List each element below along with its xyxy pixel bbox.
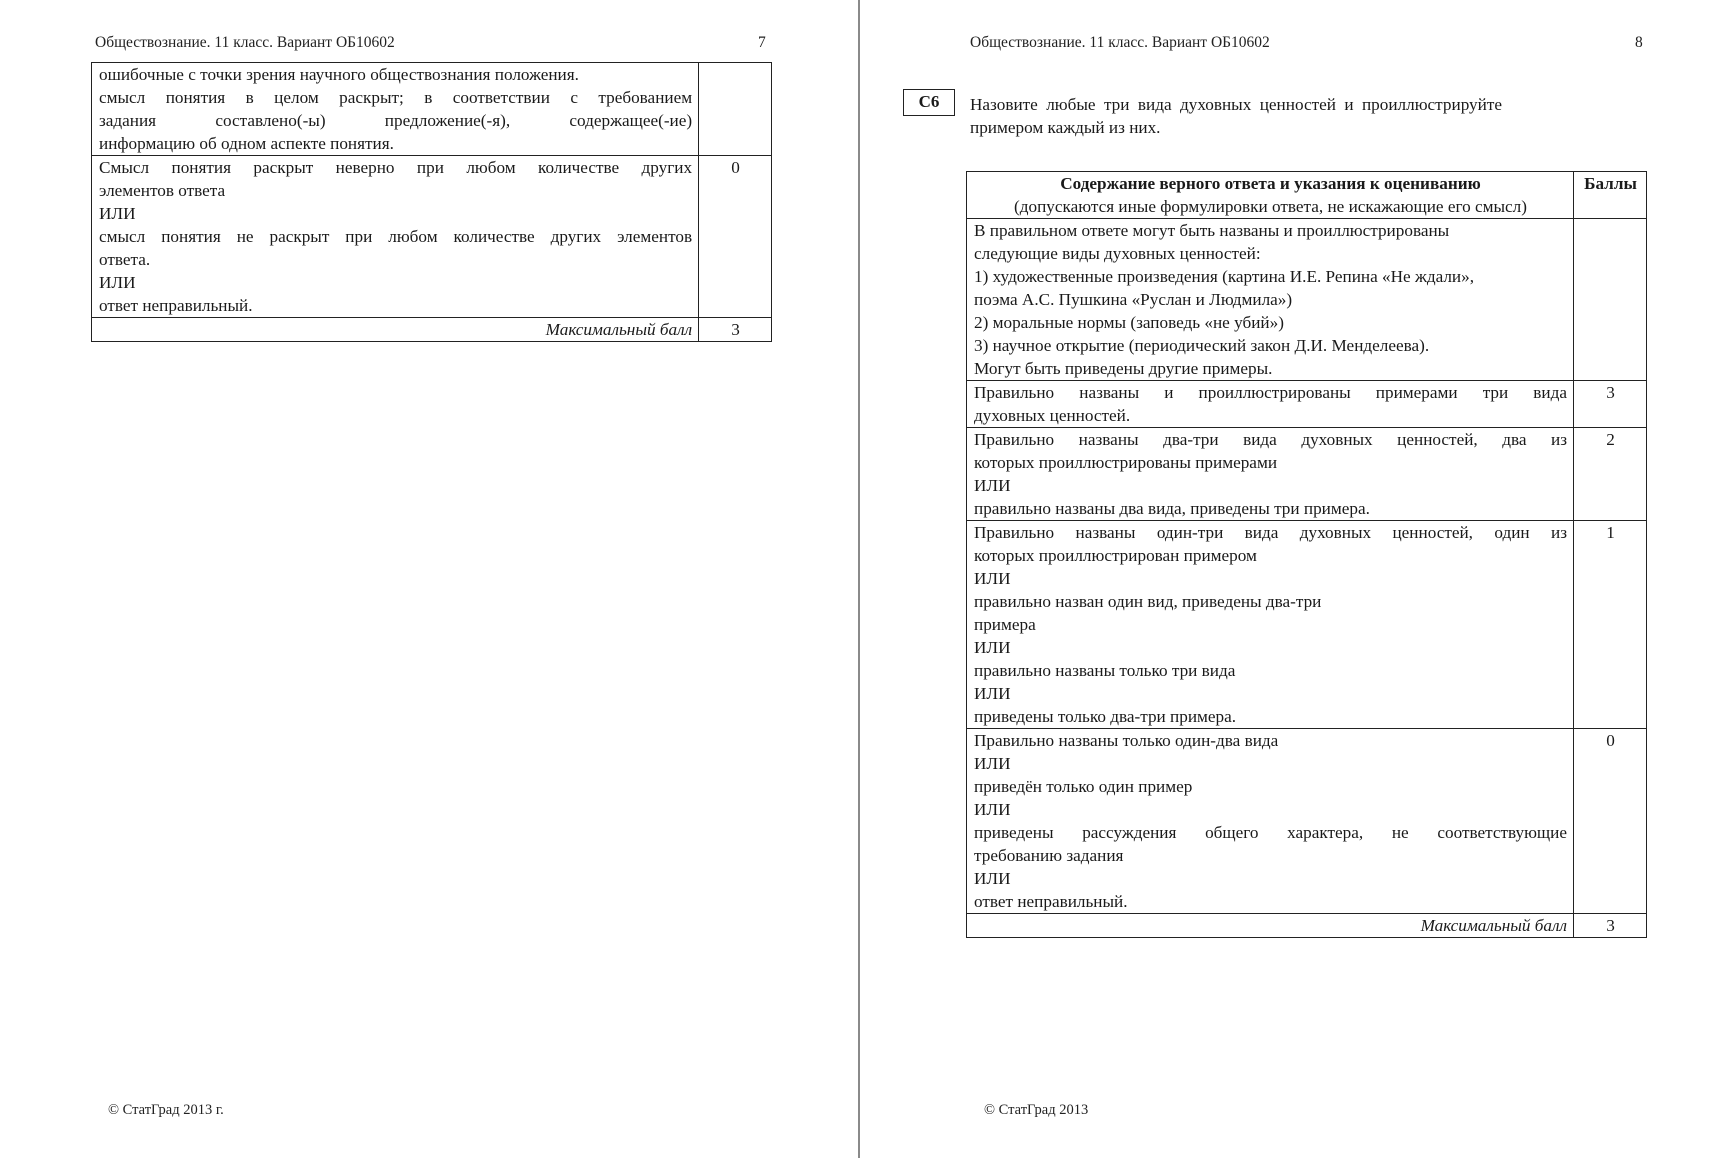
table-row: [92, 156, 772, 318]
text-line: духовных ценностей.: [974, 406, 1131, 425]
text-line: ИЛИ: [974, 800, 1011, 819]
right-page: [860, 0, 1716, 1158]
text-line: ИЛИ: [974, 569, 1011, 588]
task-text: Назовите любые три вида духовных ценностей и проиллюстрируйте примером каждый из них.: [970, 95, 1502, 137]
table-row: [967, 381, 1647, 428]
content-header-subtitle: (допускаются иные формулировки ответа, не искажающие его смысл): [1014, 197, 1527, 216]
text-line: задания составлено(-ы) предложение(-я), содержащее(-ие): [99, 111, 693, 130]
text-line: поэма А.С. Пушкина «Руслан и Людмила»): [974, 290, 1293, 309]
text-line: Смысл понятия раскрыт неверно при любом количестве других: [99, 158, 693, 177]
text-line: В правильном ответе могут быть названы и проиллюстрированы: [974, 221, 1450, 240]
text-line: правильно названы два вида, приведены три примера.: [974, 499, 1370, 518]
text-line: ИЛИ: [974, 684, 1011, 703]
max-score-value: 3: [699, 318, 772, 342]
text-line: которых проиллюстрирован примером: [974, 546, 1257, 565]
text-line: ответа.: [99, 250, 151, 269]
criteria-cell: [967, 428, 1574, 521]
table-row: [92, 63, 772, 156]
text-line: Правильно названы только один-два вида: [974, 731, 1279, 750]
text-line: которых проиллюстрированы примерами: [974, 453, 1278, 472]
max-score-row: [967, 914, 1647, 938]
table-header-row: [967, 172, 1647, 219]
max-score-label: Максимальный балл: [92, 318, 699, 342]
table-row: [967, 729, 1647, 914]
max-score-label: Максимальный балл: [967, 914, 1574, 938]
text-line: ответ неправильный.: [99, 296, 253, 315]
criteria-cell: [967, 381, 1574, 428]
text-line: ошибочные с точки зрения научного обществознания положения.: [99, 65, 579, 84]
max-score-row: [92, 318, 772, 342]
text-line: Правильно названы один-три вида духовных ценностей, один из: [974, 523, 1567, 542]
text-line: приведены рассуждения общего характера, не соответствующие: [974, 823, 1567, 842]
text-line: 1) художественные произведения (картина И.Е. Репина «Не ждали»,: [974, 267, 1475, 286]
score-cell: 2: [1574, 428, 1647, 521]
score-cell: [699, 63, 772, 156]
table-row: [967, 428, 1647, 521]
text-line: приведены только два-три примера.: [974, 707, 1237, 726]
page-header: Обществознание. 11 класс. Вариант ОБ10602: [970, 34, 1270, 51]
criteria-cell: [967, 521, 1574, 729]
task-label: С6: [903, 89, 955, 116]
text-line: информацию об одном аспекте понятия.: [99, 134, 394, 153]
criteria-cell: [92, 156, 699, 318]
score-cell: 3: [1574, 381, 1647, 428]
criteria-cell: [92, 63, 699, 156]
text-line: ответ неправильный.: [974, 892, 1128, 911]
text-line: Правильно названы и проиллюстрированы примерами три вида: [974, 383, 1567, 402]
criteria-cell: [967, 729, 1574, 914]
text-line: правильно названы только три вида: [974, 661, 1236, 680]
page-footer: © СтатГрад 2013 г.: [108, 1102, 224, 1118]
page-number: 7: [758, 34, 766, 51]
text-line: ИЛИ: [974, 476, 1011, 495]
text-line: следующие виды духовных ценностей:: [974, 244, 1261, 263]
content-header: [967, 172, 1574, 219]
grading-table: [966, 171, 1647, 938]
grading-table-continued: [91, 62, 772, 342]
text-line: элементов ответа: [99, 181, 226, 200]
page-header: Обществознание. 11 класс. Вариант ОБ10602: [95, 34, 395, 51]
page-number: 8: [1635, 34, 1643, 51]
text-line: Правильно названы два-три вида духовных ценностей, два из: [974, 430, 1567, 449]
text-line: ИЛИ: [99, 204, 136, 223]
text-line: ИЛИ: [99, 273, 136, 292]
text-line: ИЛИ: [974, 754, 1011, 773]
text-line: ИЛИ: [974, 869, 1011, 888]
page-footer: © СтатГрад 2013: [984, 1102, 1089, 1118]
text-line: смысл понятия не раскрыт при любом количестве других элементов: [99, 227, 693, 246]
text-line: требованию задания: [974, 846, 1124, 865]
content-header-title: Содержание верного ответа и указания к оцениванию: [1060, 174, 1481, 193]
max-score-value: 3: [1574, 914, 1647, 938]
score-header: Баллы: [1574, 172, 1647, 219]
text-line: смысл понятия в целом раскрыт; в соответствии с требованием: [99, 88, 693, 107]
table-row: [967, 219, 1647, 381]
score-cell: 0: [699, 156, 772, 318]
score-cell: 1: [1574, 521, 1647, 729]
answer-cell: [967, 219, 1574, 381]
score-cell: 0: [1574, 729, 1647, 914]
text-line: Могут быть приведены другие примеры.: [974, 359, 1273, 378]
text-line: ИЛИ: [974, 638, 1011, 657]
text-line: 3) научное открытие (периодический закон Д.И. Менделеева).: [974, 336, 1430, 355]
table-row: [967, 521, 1647, 729]
text-line: примера: [974, 615, 1036, 634]
score-cell: [1574, 219, 1647, 381]
text-line: 2) моральные нормы (заповедь «не убий»): [974, 313, 1284, 332]
text-line: приведён только один пример: [974, 777, 1193, 796]
text-line: правильно назван один вид, приведены два-три: [974, 592, 1322, 611]
